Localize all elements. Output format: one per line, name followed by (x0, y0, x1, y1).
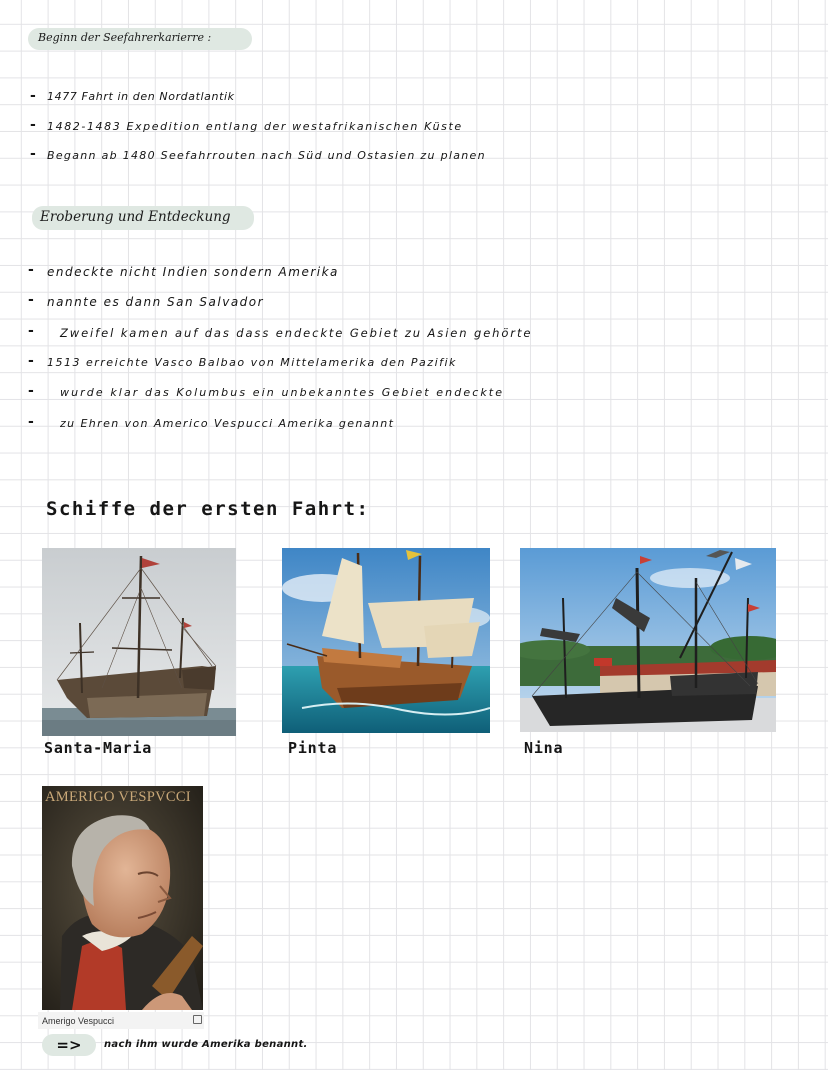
bullet-dash: - (30, 117, 36, 133)
section-heading-discovery: Eroberung und Entdeckung (40, 209, 231, 225)
bullet-dash: - (30, 146, 36, 162)
ships-title: Schiffe der ersten Fahrt: (46, 498, 370, 520)
list-item: 1477 Fahrt in den Nordatlantik (47, 90, 235, 103)
bullet-dash: - (28, 262, 34, 278)
pinta-photo (282, 548, 490, 733)
bullet-dash: - (30, 88, 36, 104)
ship-label-nina: Nina (524, 739, 564, 757)
bullet-dash: - (28, 383, 34, 399)
portrait-caption: Amerigo Vespucci (42, 1016, 115, 1026)
external-link-icon[interactable] (193, 1015, 202, 1024)
list-item: zu Ehren von Americo Vespucci Amerika genannt (60, 417, 395, 430)
vespucci-portrait (42, 786, 203, 1010)
list-item: nannte es dann San Salvador (47, 295, 265, 309)
ship-label-santa-maria: Santa-Maria (44, 739, 153, 757)
bullet-dash: - (28, 292, 34, 308)
santa-maria-photo (42, 548, 236, 736)
arrow-badge: => (42, 1034, 96, 1056)
bullet-dash: - (28, 323, 34, 339)
list-item: Begann ab 1480 Seefahrrouten nach Süd und Ostasien zu planen (47, 149, 486, 162)
nina-photo (520, 548, 776, 732)
bullet-dash: - (28, 353, 34, 369)
portrait-inscription: AMERIGO VESPVCCI (45, 789, 191, 805)
bullet-dash: - (28, 414, 34, 430)
section-heading-career: Beginn der Seefahrerkarierre : (38, 31, 212, 44)
list-item: wurde klar das Kolumbus ein unbekanntes Gebiet endeckte (60, 386, 505, 399)
conclusion-text: nach ihm wurde Amerika benannt. (104, 1039, 308, 1050)
list-item: 1513 erreichte Vasco Balbao von Mittelamerika den Pazifik (47, 356, 457, 369)
list-item: endeckte nicht Indien sondern Amerika (47, 265, 339, 279)
ship-label-pinta: Pinta (288, 739, 338, 757)
list-item: 1482-1483 Expedition entlang der westafrikanischen Küste (47, 120, 463, 133)
list-item: Zweifel kamen auf das dass endeckte Gebiet zu Asien gehörte (60, 326, 533, 340)
